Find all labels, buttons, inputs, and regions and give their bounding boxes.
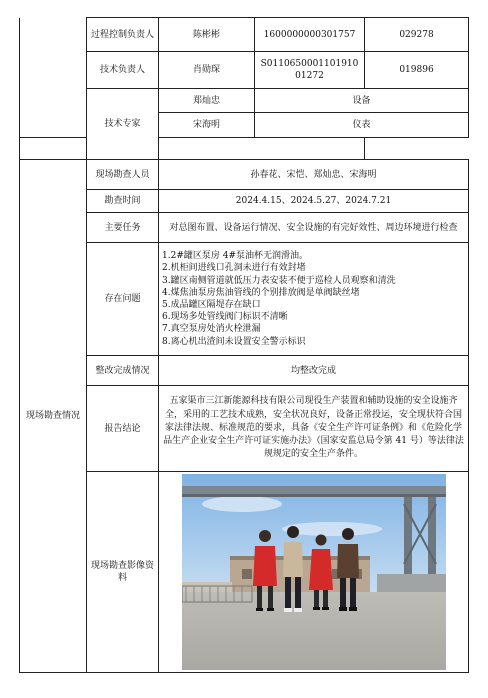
rectify-row	[20, 356, 469, 386]
issues-row	[20, 243, 469, 356]
report-conclusion: 五家渠市三江新能源科技有限公司现役生产装置和辅助设施的安全设施齐全，采用的工艺技术成熟，安全状况良好，设备正常投运，安全现状符合国家法律法规、标准规范的要求，具备《安全生产许可证条例》和《危险化学品生产企业安全生产许可证实施办法》（国家安监总局令第 41 号）等法律法规规定的安全生产条件。	[159, 386, 469, 472]
tasks-label: 主要任务	[87, 213, 159, 243]
tech-lead-row	[20, 52, 469, 89]
expert-name-2: 宋海明	[159, 113, 255, 138]
expert-row-1	[20, 89, 469, 113]
expert-name-empty	[20, 138, 87, 160]
inspectors-label: 现场勘查人员	[87, 160, 159, 190]
issue-item: 5.成品罐区隔堤存在缺口	[162, 300, 261, 310]
issue-item: 7.真空泵房处消火栓泄漏	[162, 324, 261, 335]
process-control-label: 过程控制负责人	[87, 18, 159, 52]
expert-field-empty	[159, 138, 365, 160]
site-photo	[182, 474, 446, 670]
issue-item: 3.罐区南侧管道就低压力表安装不便于巡检人员观察和清洗	[162, 275, 396, 286]
time-label: 勘查时间	[87, 190, 159, 213]
issue-item: 4.煤焦油泵房焦油管线的个别排放阀是单阀缺丝堵	[162, 287, 360, 298]
blank-section-cell	[20, 18, 87, 138]
inspectors-row	[20, 160, 469, 190]
photo-cell	[159, 472, 469, 673]
experts-label: 技术专家	[87, 89, 159, 160]
tasks-value: 对总图布置、设备运行情况、安全设施的有完好效性、周边环境进行检查	[159, 213, 469, 243]
tech-lead-name: 肖勋琛	[159, 52, 255, 89]
tech-lead-label: 技术负责人	[87, 52, 159, 89]
tech-lead-cert: S011065000110191001272	[255, 52, 365, 89]
expert-field-2: 仪表	[255, 113, 469, 138]
time-value: 2024.4.15、2024.5.27、2024.7.21	[159, 190, 469, 213]
inspectors-value: 孙春花、宋恺、郑灿忠、宋海明	[159, 160, 469, 190]
process-control-name: 陈彬彬	[159, 18, 255, 52]
issue-item: 6.现场多处管线阀门标识不清晰	[162, 312, 288, 323]
issue-item: 8.离心机出渣间未设置安全警示标识	[162, 336, 306, 347]
rectify-label: 整改完成情况	[87, 356, 159, 386]
tech-lead-id: 019896	[365, 52, 469, 89]
photo-row	[20, 472, 469, 673]
issues-label: 存在问题	[87, 243, 159, 356]
process-control-cert: 1600000000301757	[255, 18, 365, 52]
report-label: 报告结论	[87, 386, 159, 472]
site-photo-image	[182, 474, 446, 670]
report-row	[20, 386, 469, 472]
tasks-row	[20, 213, 469, 243]
time-row	[20, 190, 469, 213]
survey-table	[19, 17, 469, 673]
expert-field-1: 设备	[255, 89, 469, 113]
rectify-value: 均整改完成	[159, 356, 469, 386]
photo-label: 现场勘查影像资料	[87, 472, 159, 673]
process-control-id: 029278	[365, 18, 469, 52]
expert-name-1: 郑灿忠	[159, 89, 255, 113]
process-control-row	[20, 18, 469, 52]
onsite-section-label: 现场勘查情况	[20, 160, 87, 673]
issues-list	[159, 243, 469, 356]
issue-item: 1.2#罐区泵房 4#泵油杯无润滑油。	[162, 251, 308, 262]
issue-item: 2.机柜间进线口孔洞未进行有效封堵	[162, 263, 306, 274]
